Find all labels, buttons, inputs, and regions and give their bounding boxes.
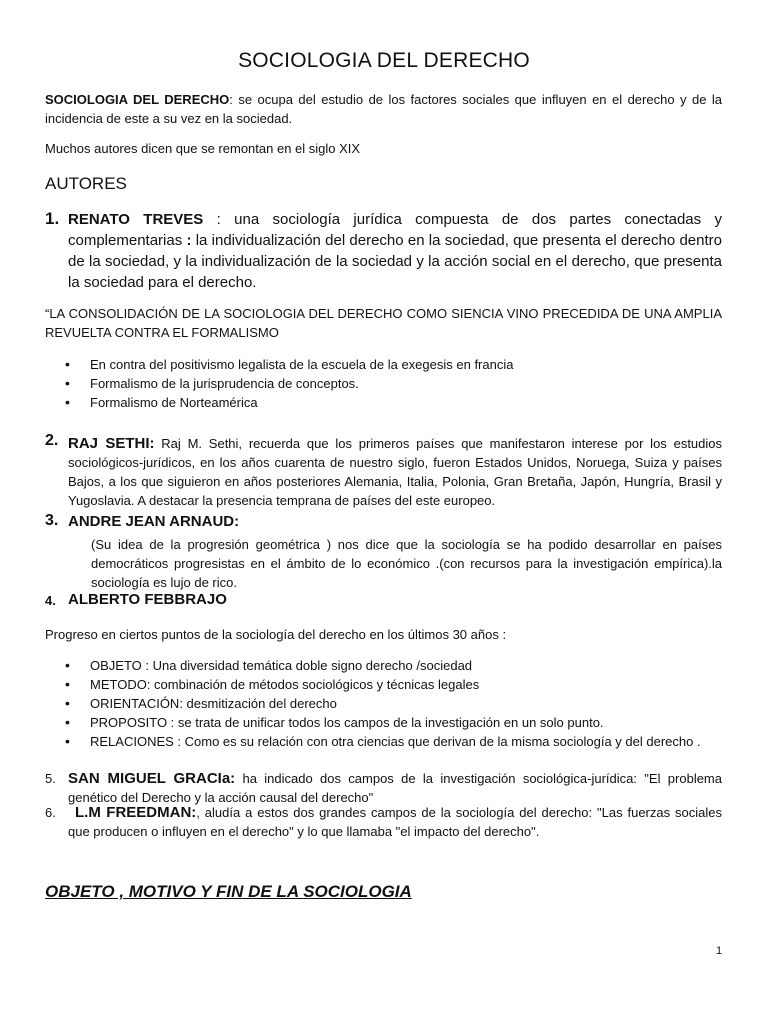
bullet-icon: • — [65, 657, 70, 673]
list-item-text: METODO: combinación de métodos sociológicos y técnicas legales — [90, 677, 480, 692]
list-number-4: 4. — [45, 593, 56, 608]
quote-paragraph: “LA CONSOLIDACIÓN DE LA SOCIOLOGIA DEL DERECHO COMO SIENCIA VINO PRECEDIDA DE UNA AMPLIA REVUELTA CONTRA EL FORMALISMO — [45, 306, 722, 340]
list-item — [45, 393, 722, 412]
author-text-freedman: , aludía a estos dos grandes campos de la sociología del derecho: "Las fuerzas sociales que producen o influyen en el derecho" y lo que llamaba "el impacto del derecho". — [68, 805, 722, 839]
bullet-icon: • — [65, 714, 70, 730]
author-text-sanmiguel: ha indicado dos campos de la investigación sociológica-jurídica: "El problema genético del Derecho y la acción causal del derecho" — [68, 771, 722, 805]
author-name-sethi: RAJ SETHI: — [68, 435, 155, 452]
author-entry-sanmiguel — [68, 769, 722, 807]
list-item — [45, 355, 722, 374]
list-item — [45, 374, 722, 393]
section-heading: OBJETO , MOTIVO Y FIN DE LA SOCIOLOGIA — [45, 882, 412, 901]
author-entry-treves — [68, 209, 722, 293]
list-item — [45, 694, 722, 713]
list-item-text: PROPOSITO : se trata de unificar todos los campos de la investigación en un solo punto. — [90, 715, 604, 730]
list-number-1: 1. — [45, 209, 60, 228]
page-number: 1 — [716, 945, 723, 957]
bullet-icon: • — [65, 676, 70, 692]
author-name-treves: RENATO TREVES — [68, 211, 204, 228]
progreso-paragraph: Progreso en ciertos puntos de la sociología del derecho en los últimos 30 años : — [45, 627, 507, 642]
list-item — [45, 656, 722, 675]
intro-paragraph — [45, 90, 722, 128]
bullet-icon: • — [65, 375, 70, 391]
list-number-2: 2. — [45, 432, 59, 449]
list-number-6: 6. — [45, 805, 56, 820]
author-entry-freedman — [68, 803, 722, 841]
bullet-icon: • — [65, 695, 70, 711]
list-item-text: OBJETO : Una diversidad temática doble signo derecho /sociedad — [90, 658, 473, 673]
bullet-icon: • — [65, 356, 70, 372]
author-name-sanmiguel: SAN MIGUEL GRACIa: — [68, 770, 236, 787]
list-item-text: Formalismo de Norteamérica — [90, 395, 258, 410]
author-separator: : — [203, 211, 235, 228]
bullet-icon: • — [65, 394, 70, 410]
author-text-treves-2: la individualización del derecho en la sociedad, que presenta el derecho dentro de la sociedad, y la individualización de la sociedad y la acción social en el derecho, que presenta la sociedad para el derecho. — [68, 232, 722, 291]
author-name-freedman: L.M FREEDMAN: — [75, 804, 197, 821]
author-text-sethi: Raj M. Sethi, recuerda que los primeros países que manifestaron interese por los estudios sociológicos-jurídicos, en los años cuarenta de nuestro siglo, fueron Estados Unidos, Noruega, Suiza y países Bajos, a los que siguieron en años posteriores Alemania, Italia, Polonia, Gran Bretaña, Japón, Hungría, Brasil y Yugoslavia. A destacar la presencia temprana de países del este europeo. — [68, 436, 723, 508]
list-item-text: Formalismo de la jurisprudencia de conceptos. — [90, 376, 359, 391]
document-title: SOCIOLOGIA DEL DERECHO — [238, 49, 530, 72]
list-number-3: 3. — [45, 512, 59, 529]
author-entry-sethi — [68, 434, 722, 510]
list-number-5: 5. — [45, 771, 56, 786]
author-name-febbrajo: ALBERTO FEBBRAJO — [68, 591, 227, 608]
list-item-text: ORIENTACIÓN: desmitización del derecho — [90, 696, 337, 711]
author-colon: : — [186, 232, 192, 249]
list-item — [45, 675, 722, 694]
author-name-arnaud: ANDRE JEAN ARNAUD: — [68, 513, 240, 530]
intro-term: SOCIOLOGIA DEL DERECHO — [45, 92, 230, 107]
intro-note: Muchos autores dicen que se remontan en el siglo XIX — [45, 141, 361, 156]
list-item-text: En contra del positivismo legalista de la escuela de la exegesis en francia — [90, 357, 514, 372]
list-item-text: RELACIONES : Como es su relación con otra ciencias que derivan de la misma sociología y del derecho . — [90, 734, 701, 749]
intro-definition: : se ocupa del estudio de los factores sociales que influyen en el derecho y de la incidencia de este a su vez en la sociedad. — [45, 92, 722, 126]
author-text-arnaud: (Su idea de la progresión geométrica ) nos dice que la sociología se ha podido desarrollar en países democráticos progresistas en el ámbito de lo económico .(con recursos para la investigación empírica).la sociología es lujo de rico. — [91, 537, 722, 590]
autores-heading: AUTORES — [45, 174, 127, 193]
bullet-list-progreso — [45, 656, 722, 751]
list-item — [45, 732, 722, 751]
list-item — [45, 713, 722, 732]
author-text-treves-1: una sociología jurídica compuesta de dos partes conectadas y complementarias — [68, 211, 722, 249]
bullet-icon: • — [65, 733, 70, 749]
bullet-list-formalism — [45, 355, 722, 412]
